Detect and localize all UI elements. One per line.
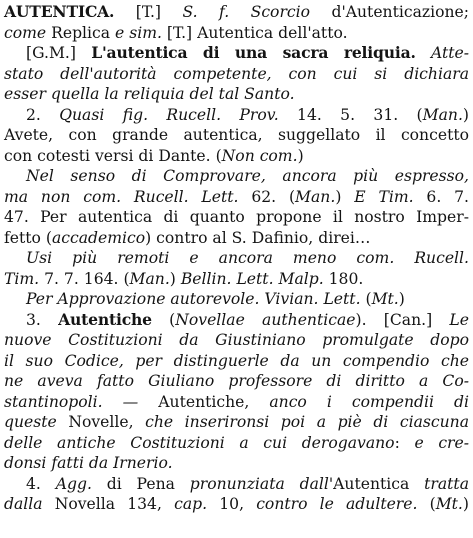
italic-text: stato dell'autorità competente, con cui si dichiara — [4, 64, 469, 83]
body-text: ) — [335, 187, 355, 206]
italic-text: accademico — [51, 228, 146, 247]
body-text: [T.] — [114, 3, 183, 21]
italic-text: donsi fatti da Irnerio. — [4, 454, 173, 472]
italic-text: che inserironsi poi a piè di ciascuna — [145, 413, 469, 431]
italic-text: E Tim. — [354, 187, 414, 206]
entry-line — [4, 433, 469, 454]
entry-line — [4, 494, 469, 515]
italic-text: nuove Costituzioni da Giustiniano promulgate dopo — [4, 331, 469, 349]
entry-line — [4, 248, 469, 269]
italic-text: Non com. — [221, 146, 298, 165]
italic-text: Man. — [295, 187, 336, 206]
italic-text: queste — [4, 413, 69, 431]
body-text: ( — [151, 310, 176, 329]
italic-text: Man. — [422, 105, 463, 124]
body-text: 180. — [323, 269, 364, 288]
body-text: [G.M.] — [26, 44, 92, 62]
body-text: Autentica — [333, 474, 425, 493]
body-text: 4. — [26, 474, 56, 493]
body-text: ) — [462, 105, 469, 124]
body-text: 62. ( — [238, 187, 296, 206]
italic-text: Atte- — [415, 44, 469, 62]
entry-line — [4, 2, 469, 23]
italic-text: dalla — [4, 495, 55, 513]
body-text: 3. — [26, 310, 59, 329]
italic-text: Man. — [129, 269, 170, 288]
italic-text: anco i compendii di — [269, 392, 469, 411]
body-text: fetto ( — [4, 228, 52, 247]
italic-text: e sim. — [115, 23, 162, 42]
entry-line — [4, 310, 469, 331]
body-text: ) — [297, 146, 304, 165]
body-text: di Pena — [91, 474, 190, 493]
body-text: : — [394, 433, 415, 452]
body-text: con cotesti versi di Dante. ( — [4, 146, 222, 165]
entry-line — [4, 207, 469, 228]
body-text: Replica — [46, 23, 116, 42]
body-text: ( — [360, 290, 372, 308]
italic-text: il suo Codice, per distinguerle da un compendio che — [4, 351, 469, 370]
italic-text: Mt. — [435, 495, 463, 513]
italic-text: Mt. — [371, 290, 399, 308]
entry-line — [4, 474, 469, 495]
italic-text: S. f. Scorcio — [182, 3, 311, 21]
italic-text: Nel senso di Comprovare, ancora più espresso, — [26, 167, 469, 185]
italic-text: stantinopoli. — — [4, 392, 159, 411]
entry-line — [4, 146, 469, 167]
body-text: Novelle, — [68, 413, 146, 431]
italic-text: Novellae authenticae — [175, 310, 356, 329]
entry-line — [4, 64, 469, 85]
entry-line — [4, 289, 469, 310]
italic-text: Bellin. Lett. Malp. — [180, 269, 324, 288]
body-text: 6. 7. — [413, 187, 469, 206]
italic-text: ma non com. Rucell. Lett. — [4, 187, 239, 206]
body-text: 2. — [26, 105, 60, 124]
entry-line — [4, 453, 469, 474]
dictionary-entry-autentica — [4, 2, 469, 515]
body-text: Novella 134, — [54, 495, 175, 513]
entry-line — [4, 269, 469, 290]
entry-line — [4, 187, 469, 208]
italic-text: Quasi fig. Rucell. Prov. — [59, 105, 279, 124]
headword-text: L'autentica di una sacra reliquia. — [91, 43, 416, 62]
italic-text: Le — [449, 310, 469, 329]
entry-line — [4, 43, 469, 64]
italic-text: Usi più remoti e ancora meno com. Rucell. — [26, 249, 469, 267]
body-text: Autentiche, — [158, 392, 270, 411]
headword-text: AUTENTICA. — [4, 2, 115, 21]
italic-text: Per Approvazione autorevole. Vivian. Lett. — [26, 290, 361, 308]
italic-text: delle antiche Costituzioni a cui derogavano — [4, 433, 395, 452]
italic-text: ne aveva fatto Giuliano professore di diritto a Co- — [4, 372, 469, 390]
italic-text: tratta — [424, 474, 469, 493]
entry-line — [4, 371, 469, 392]
entry-line — [4, 412, 469, 433]
italic-text: come — [4, 23, 47, 42]
entry-line — [4, 166, 469, 187]
body-text: d'Autenticazione; — [310, 3, 469, 21]
entry-line — [4, 84, 469, 105]
entry-line — [4, 351, 469, 372]
body-text: ) — [398, 290, 405, 308]
entry-line — [4, 228, 469, 249]
italic-text: Agg. — [55, 474, 92, 493]
body-text: ) — [169, 269, 181, 288]
body-text: ). [Can.] — [355, 310, 450, 329]
italic-text: e cre- — [414, 433, 470, 452]
body-text: 7. 7. 164. ( — [39, 269, 130, 288]
entry-line — [4, 125, 469, 146]
body-text: [T.] Autentica dell'atto. — [161, 23, 348, 42]
entry-line — [4, 330, 469, 351]
body-text: ) — [462, 495, 469, 513]
italic-text: contro le adultere. — [256, 495, 418, 513]
body-text: 14. 5. 31. ( — [278, 105, 423, 124]
body-text: ) contro al S. Dafinio, direi… — [145, 228, 371, 247]
italic-text: Tim. — [4, 269, 40, 288]
italic-text: cap. — [174, 495, 208, 513]
italic-text: pronunziata dall' — [189, 474, 334, 493]
entry-line — [4, 392, 469, 413]
body-text: ( — [417, 495, 436, 513]
body-text: 47. Per autentica di quanto propone il nostro Imper- — [4, 208, 469, 226]
body-text: Avete, con grande autentica, suggellato il concetto — [4, 126, 469, 144]
italic-text: esser quella la reliquia del tal Santo. — [4, 85, 295, 103]
headword-text: Autentiche — [58, 309, 152, 329]
entry-line — [4, 23, 469, 44]
body-text: 10, — [207, 495, 257, 513]
entry-line — [4, 105, 469, 126]
